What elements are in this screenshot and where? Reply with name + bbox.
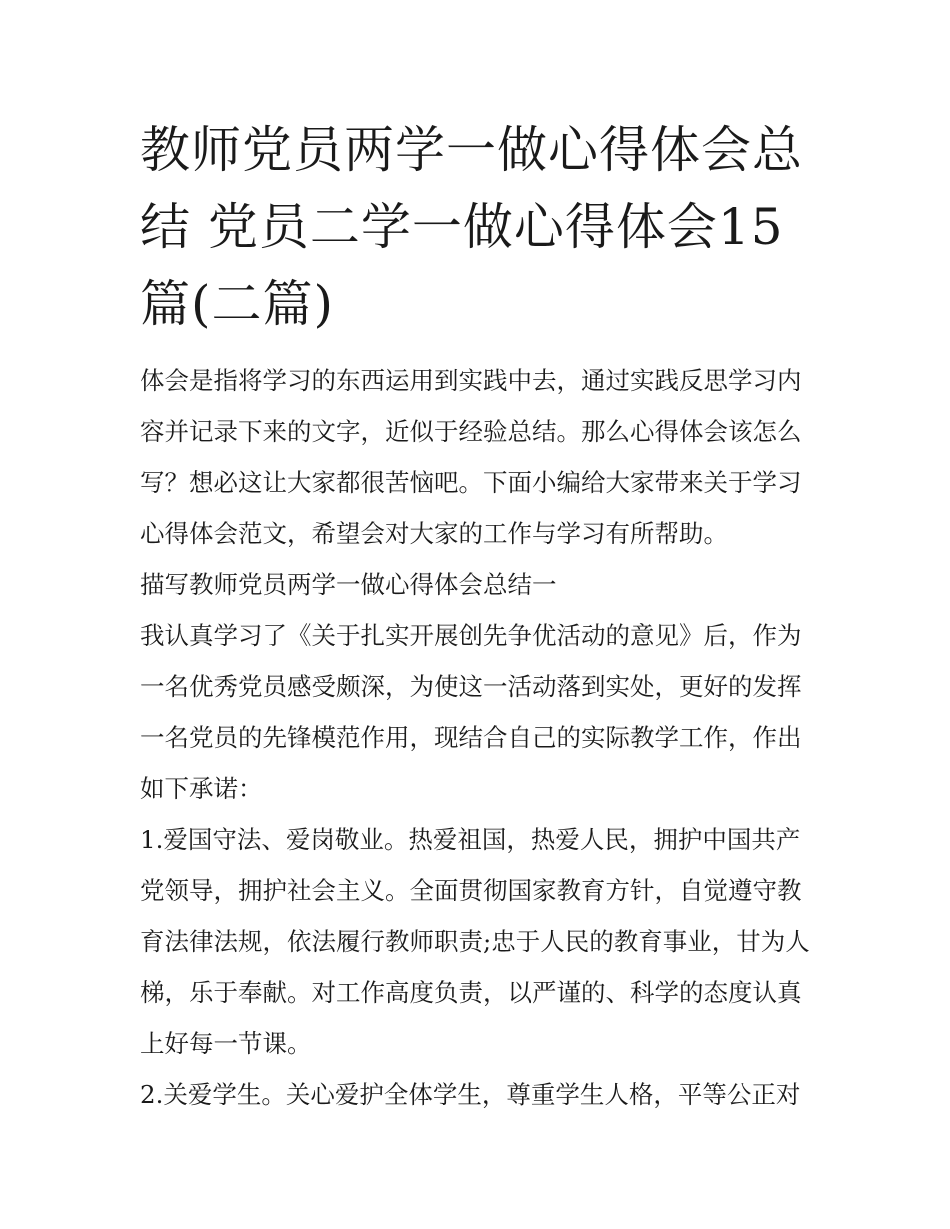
list-item: 2.关爱学生。关心爱护全体学生，尊重学生人格，平等公正对	[140, 1080, 801, 1109]
list-item: 1.爱国守法、爱岗敬业。热爱祖国，热爱人民，拥护中国共产党领导，拥护社会主义。全面贯彻国家教育方针，自觉遵守教育法律法规，依法履行教师职责;忠于人民的教育事业，甘为人梯，乐于奉献。对工作高度负责，以严谨的、科学的态度认真上好每一节课。	[140, 825, 810, 1058]
body-paragraph: 我认真学习了《关于扎实开展创先争优活动的意见》后，作为一名优秀党员感受颇深，为使这一活动落到实处，更好的发挥一名党员的先锋模范作用，现结合自己的实际教学工作，作出如下承诺：	[140, 621, 802, 803]
document-title: 教师党员两学一做心得体会总结 党员二学一做心得体会15篇(二篇)	[140, 121, 803, 333]
section-heading: 描写教师党员两学一做心得体会总结一	[140, 570, 557, 599]
document-body	[140, 355, 820, 1120]
intro-paragraph: 体会是指将学习的东西运用到实践中去，通过实践反思学习内容并记录下来的文字，近似于经验总结。那么心得体会该怎么写？想必这让大家都很苦恼吧。下面小编给大家带来关于学习心得体会范文，希望会对大家的工作与学习有所帮助。	[140, 366, 802, 548]
